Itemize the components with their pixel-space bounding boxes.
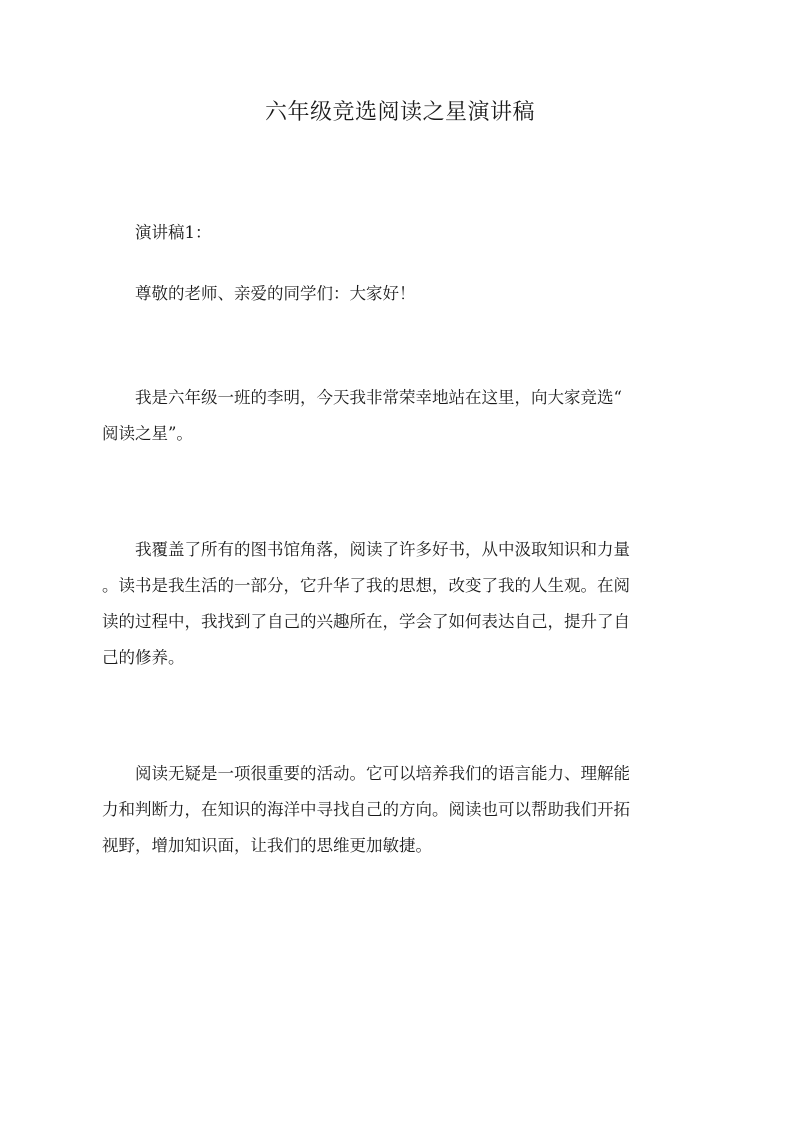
paragraph-importance [102,756,695,864]
paragraph-intro [102,380,695,452]
paragraph-line: 尊敬的老师、亲爱的同学们：大家好！ [135,284,416,303]
document-title: 六年级竞选阅读之星演讲稿 [264,100,535,125]
paragraph-line: 阅读无疑是一项很重要的活动。它可以培养我们的语言能力、理解能 [135,764,630,783]
paragraph-greeting [135,276,695,312]
paragraph-heading [135,215,695,251]
paragraph-line: 。读书是我生活的一部分，它升华了我的思想，改变了我的人生观。在阅 [102,576,630,595]
paragraph-line: 读的过程中，我找到了自己的兴趣所在，学会了如何表达自己，提升了自 [102,612,630,631]
paragraph-line: 我覆盖了所有的图书馆角落，阅读了许多好书，从中汲取知识和力量 [135,540,630,559]
paragraph-line: 力和判断力，在知识的海洋中寻找自己的方向。阅读也可以帮助我们开拓 [102,800,630,819]
paragraph-line: 我是六年级一班的李明，今天我非常荣幸地站在这里，向大家竞选“ [135,388,622,407]
paragraph-line: 演讲稿1： [135,223,212,242]
paragraph-line: 阅读之星”。 [102,424,193,443]
paragraph-reading-experience [102,532,695,676]
paragraph-line: 己的修养。 [102,648,185,667]
paragraph-line: 视野，增加知识面，让我们的思维更加敏捷。 [102,836,432,855]
